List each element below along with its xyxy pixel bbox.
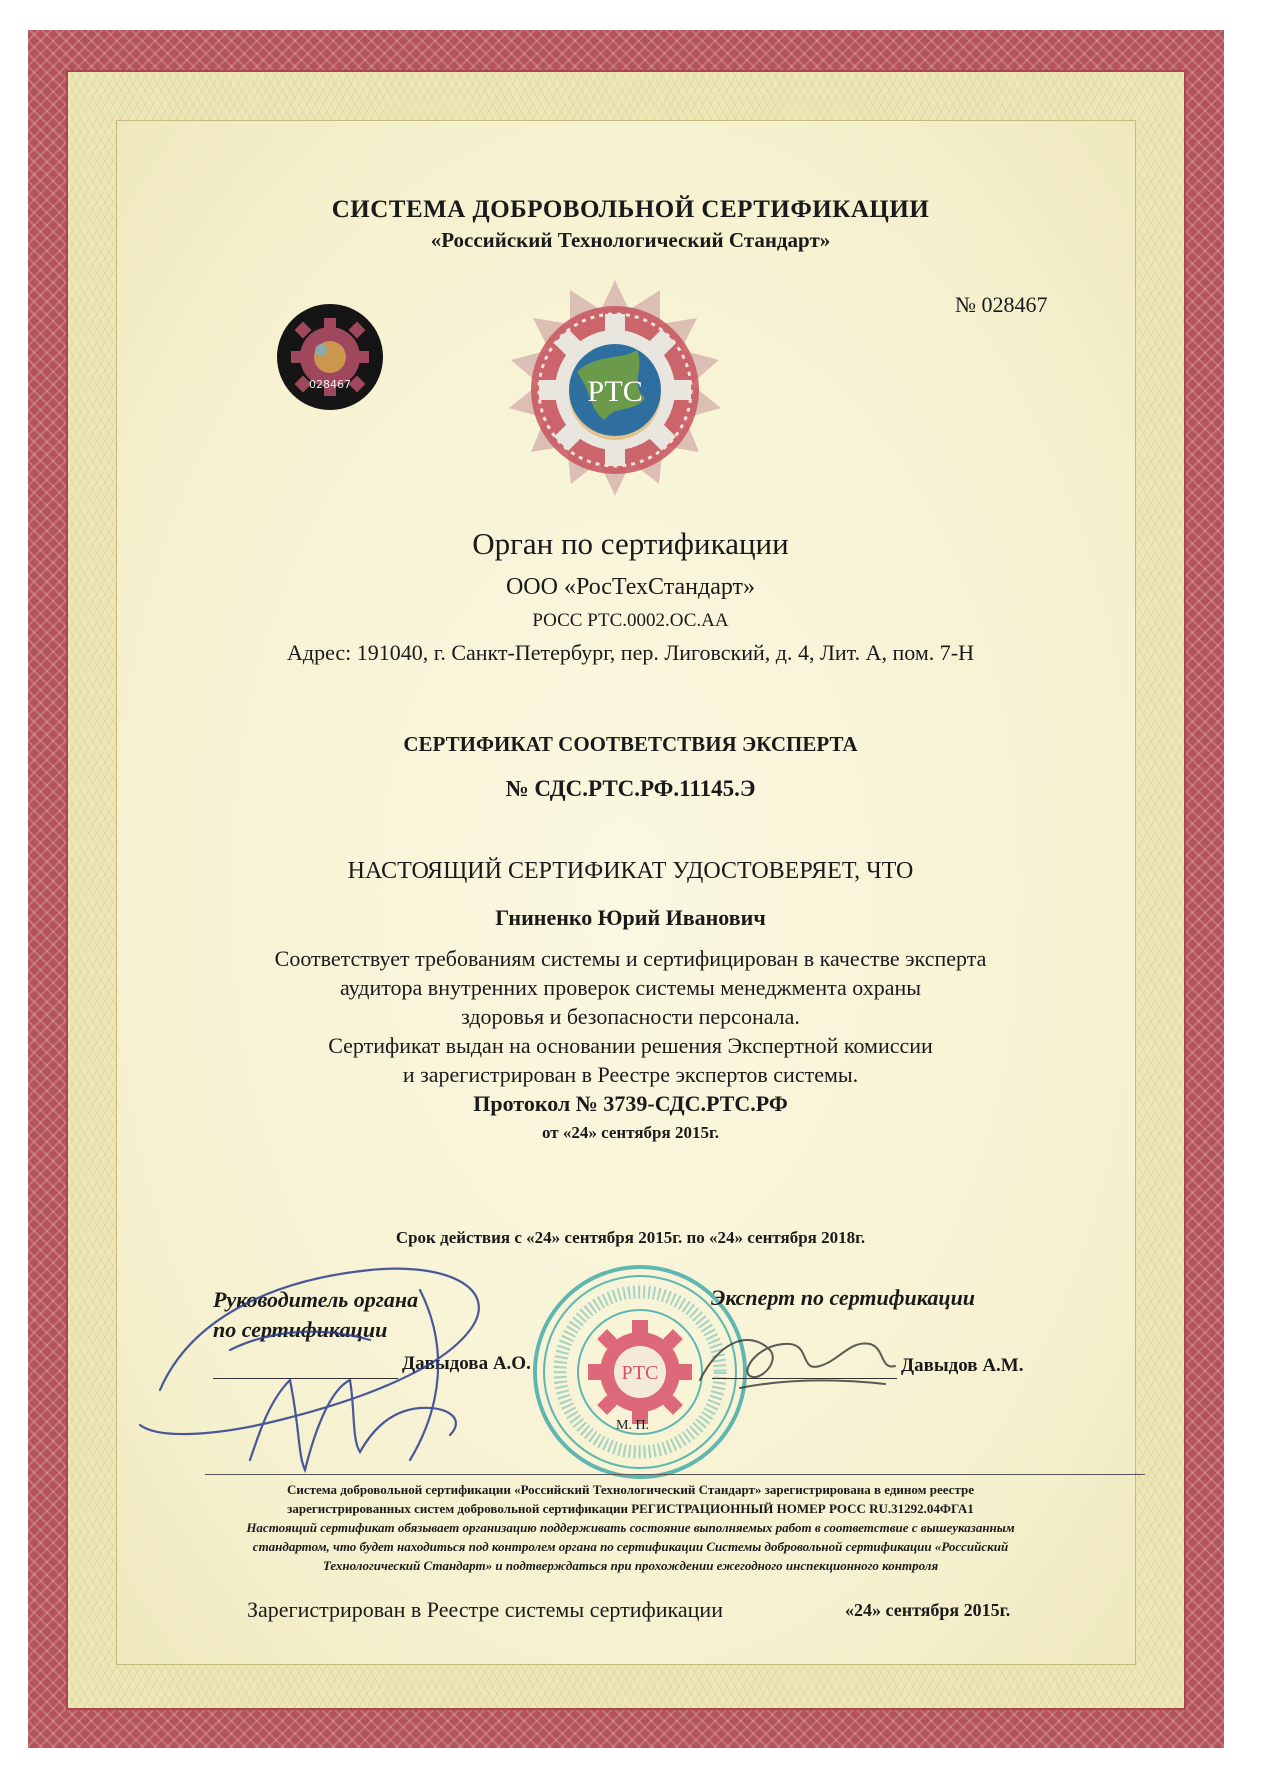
head-name: Давыдова А.О. <box>402 1353 531 1374</box>
organization-address: Адрес: 191040, г. Санкт-Петербург, пер. Лиговский, д. 4, Лит. А, пом. 7-Н <box>287 640 974 665</box>
protocol-number: Протокол № 3739-СДС.РТС.РФ <box>473 1091 788 1116</box>
organization-name: ООО «РосТехСтандарт» <box>505 574 756 600</box>
rts-emblem-icon <box>490 275 740 505</box>
certification-text-line: и зарегистрирован в Реестре экспертов системы. <box>402 1062 859 1087</box>
hologram-number: 028467 <box>309 378 351 391</box>
emblem-text: РТС <box>587 375 643 408</box>
certificate-number: № СДС.РТС.РФ.11145.Э <box>505 776 756 801</box>
hologram-sticker-icon <box>275 302 385 412</box>
footer-registration-line: Система добровольной сертификации «Российский Технологический Стандарт» зарегистрирована в едином реестре <box>286 1482 975 1497</box>
seal-place-label: М. П. <box>616 1418 650 1433</box>
expert-role: Эксперт по сертификации <box>711 1285 976 1310</box>
system-title: СИСТЕМА ДОБРОВОЛЬНОЙ СЕРТИФИКАЦИИ <box>331 196 930 223</box>
expert-signature-icon <box>680 1300 910 1420</box>
expert-name: Давыдов А.М. <box>901 1355 1024 1376</box>
certification-text-line: здоровья и безопасности персонала. <box>461 1004 800 1029</box>
organization-title: Орган по сертификации <box>472 526 789 561</box>
stamp-center-text: РТС <box>621 1362 659 1384</box>
system-subtitle: «Российский Технологический Стандарт» <box>430 228 831 252</box>
footer-registration-line: зарегистрированных систем добровольной сертификации РЕГИСТРАЦИОННЫЙ НОМЕР РОСС RU.31292.04ФГА1 <box>287 1501 974 1516</box>
certification-text-line: аудитора внутренних проверок системы менеджмента охраны <box>339 975 922 1000</box>
validity-period: Срок действия с «24» сентября 2015г. по «24» сентября 2018г. <box>395 1228 866 1247</box>
organization-registration: РОСС РТС.0002.ОС.АА <box>532 610 729 631</box>
certification-text-line: Соответствует требованиям системы и сертифицирован в качестве эксперта <box>274 946 987 971</box>
registry-statement: Зарегистрирован в Реестре системы сертификации <box>247 1597 723 1622</box>
footer-obligation-line: Технологический Стандарт» и подтверждаться при прохождении ежегодного инспекционного контроля <box>322 1558 939 1573</box>
certificate-title: СЕРТИФИКАТ СООТВЕТСТВИЯ ЭКСПЕРТА <box>403 732 858 756</box>
form-number: № 028467 <box>955 292 1048 317</box>
footer-obligation-line: стандартом, что будет находиться под контролем органа по сертификации Системы добровольной сертификации «Российский <box>252 1539 1009 1554</box>
certification-text-line: Сертификат выдан на основании решения Экспертной комиссии <box>328 1033 933 1058</box>
head-role-line: Руководитель органа <box>213 1287 419 1312</box>
person-name: Гниненко Юрий Иванович <box>495 905 766 930</box>
head-role-line: по сертификации <box>213 1317 388 1342</box>
certifies-statement: НАСТОЯЩИЙ СЕРТИФИКАТ УДОСТОВЕРЯЕТ, ЧТО <box>347 858 914 884</box>
head-signature-icon <box>120 1230 540 1490</box>
registry-date: «24» сентября 2015г. <box>845 1600 1011 1620</box>
protocol-date: от «24» сентября 2015г. <box>542 1123 719 1142</box>
footer-divider <box>205 1474 1145 1475</box>
footer-obligation-line: Настоящий сертификат обязывает организацию поддерживать состояние выполняемых работ в соответствие с вышеуказанным <box>246 1520 1015 1535</box>
certification-text <box>0 944 1261 1089</box>
